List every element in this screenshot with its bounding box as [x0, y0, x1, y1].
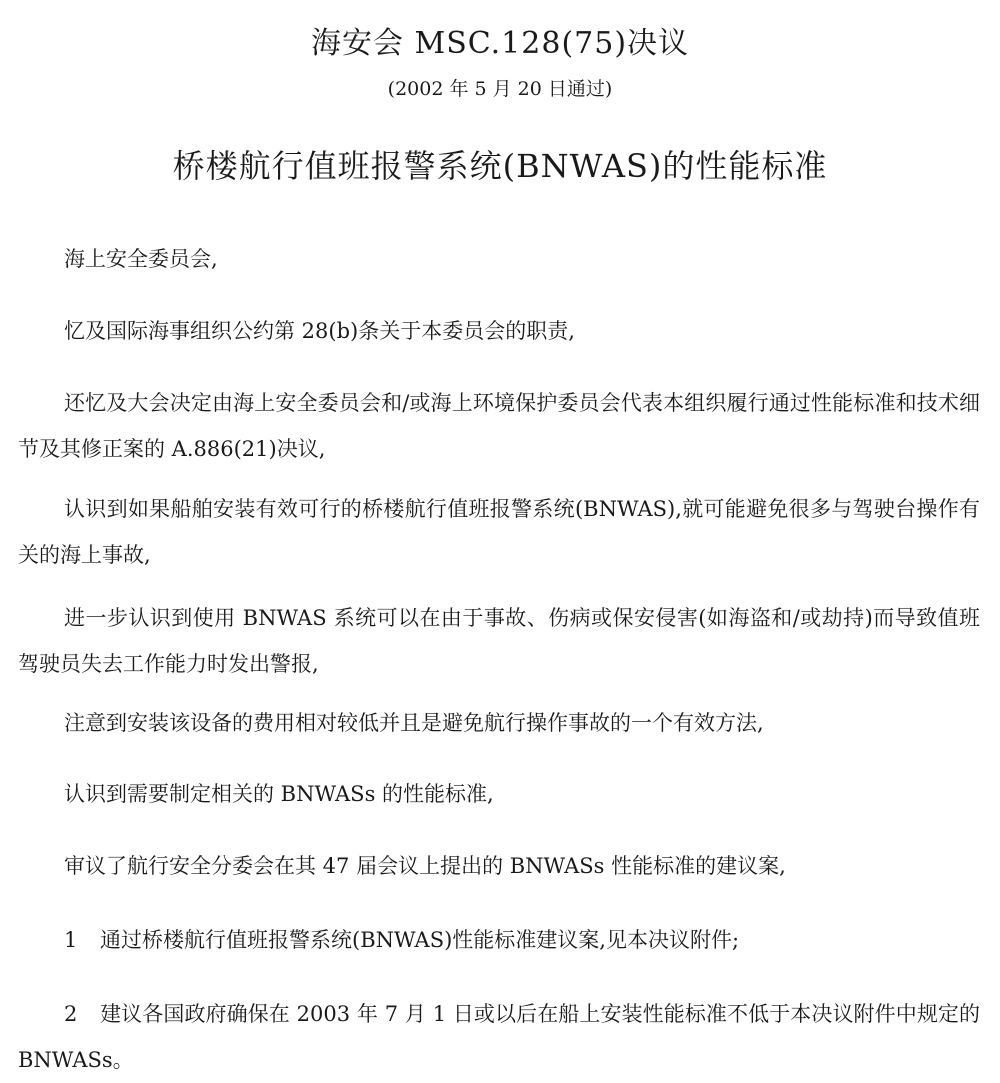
preamble-paragraph: 审议了航行安全分委会在其 47 届会议上提出的 BNWASs 性能标准的建议案, — [64, 854, 786, 878]
item-number: 1 — [64, 928, 78, 952]
item-text: 通过桥楼航行值班报警系统(BNWAS)性能标准建议案,见本决议附件; — [100, 928, 740, 952]
preamble-paragraph: 注意到安装该设备的费用相对较低并且是避免航行操作事故的一个有效方法, — [64, 711, 764, 735]
operative-item — [18, 991, 980, 1083]
resolution-title: 海安会 MSC.128(75)决议 — [310, 26, 690, 61]
preamble-paragraph: 还忆及大会决定由海上安全委员会和/或海上环境保护委员会代表本组织履行通过性能标准和技术细节及其修正案的 A.886(21)决议, — [18, 391, 980, 461]
preamble-paragraph: 进一步认识到使用 BNWAS 系统可以在由于事故、伤病或保安侵害(如海盗和/或劫持)而导致值班驾驶员失去工作能力时发出警报, — [18, 606, 980, 676]
preamble-paragraph: 海上安全委员会, — [64, 247, 218, 271]
preamble-paragraph: 忆及国际海事组织公约第 28(b)条关于本委员会的职责, — [64, 319, 575, 343]
preamble-paragraph: 认识到如果船舶安装有效可行的桥楼航行值班报警系统(BNWAS),就可能避免很多与驾驶台操作有关的海上事故, — [18, 497, 980, 567]
operative-item — [18, 917, 980, 963]
item-number: 2 — [64, 1002, 78, 1026]
preamble-paragraph: 认识到需要制定相关的 BNWASs 的性能标准, — [64, 782, 494, 806]
document-title: 桥楼航行值班报警系统(BNWAS)的性能标准 — [172, 147, 828, 185]
item-text: 建议各国政府确保在 2003 年 7 月 1 日或以后在船上安装性能标准不低于本决议附件中规定的 BNWASs。 — [18, 1002, 980, 1072]
adoption-date: (2002 年 5 月 20 日通过) — [387, 78, 613, 100]
